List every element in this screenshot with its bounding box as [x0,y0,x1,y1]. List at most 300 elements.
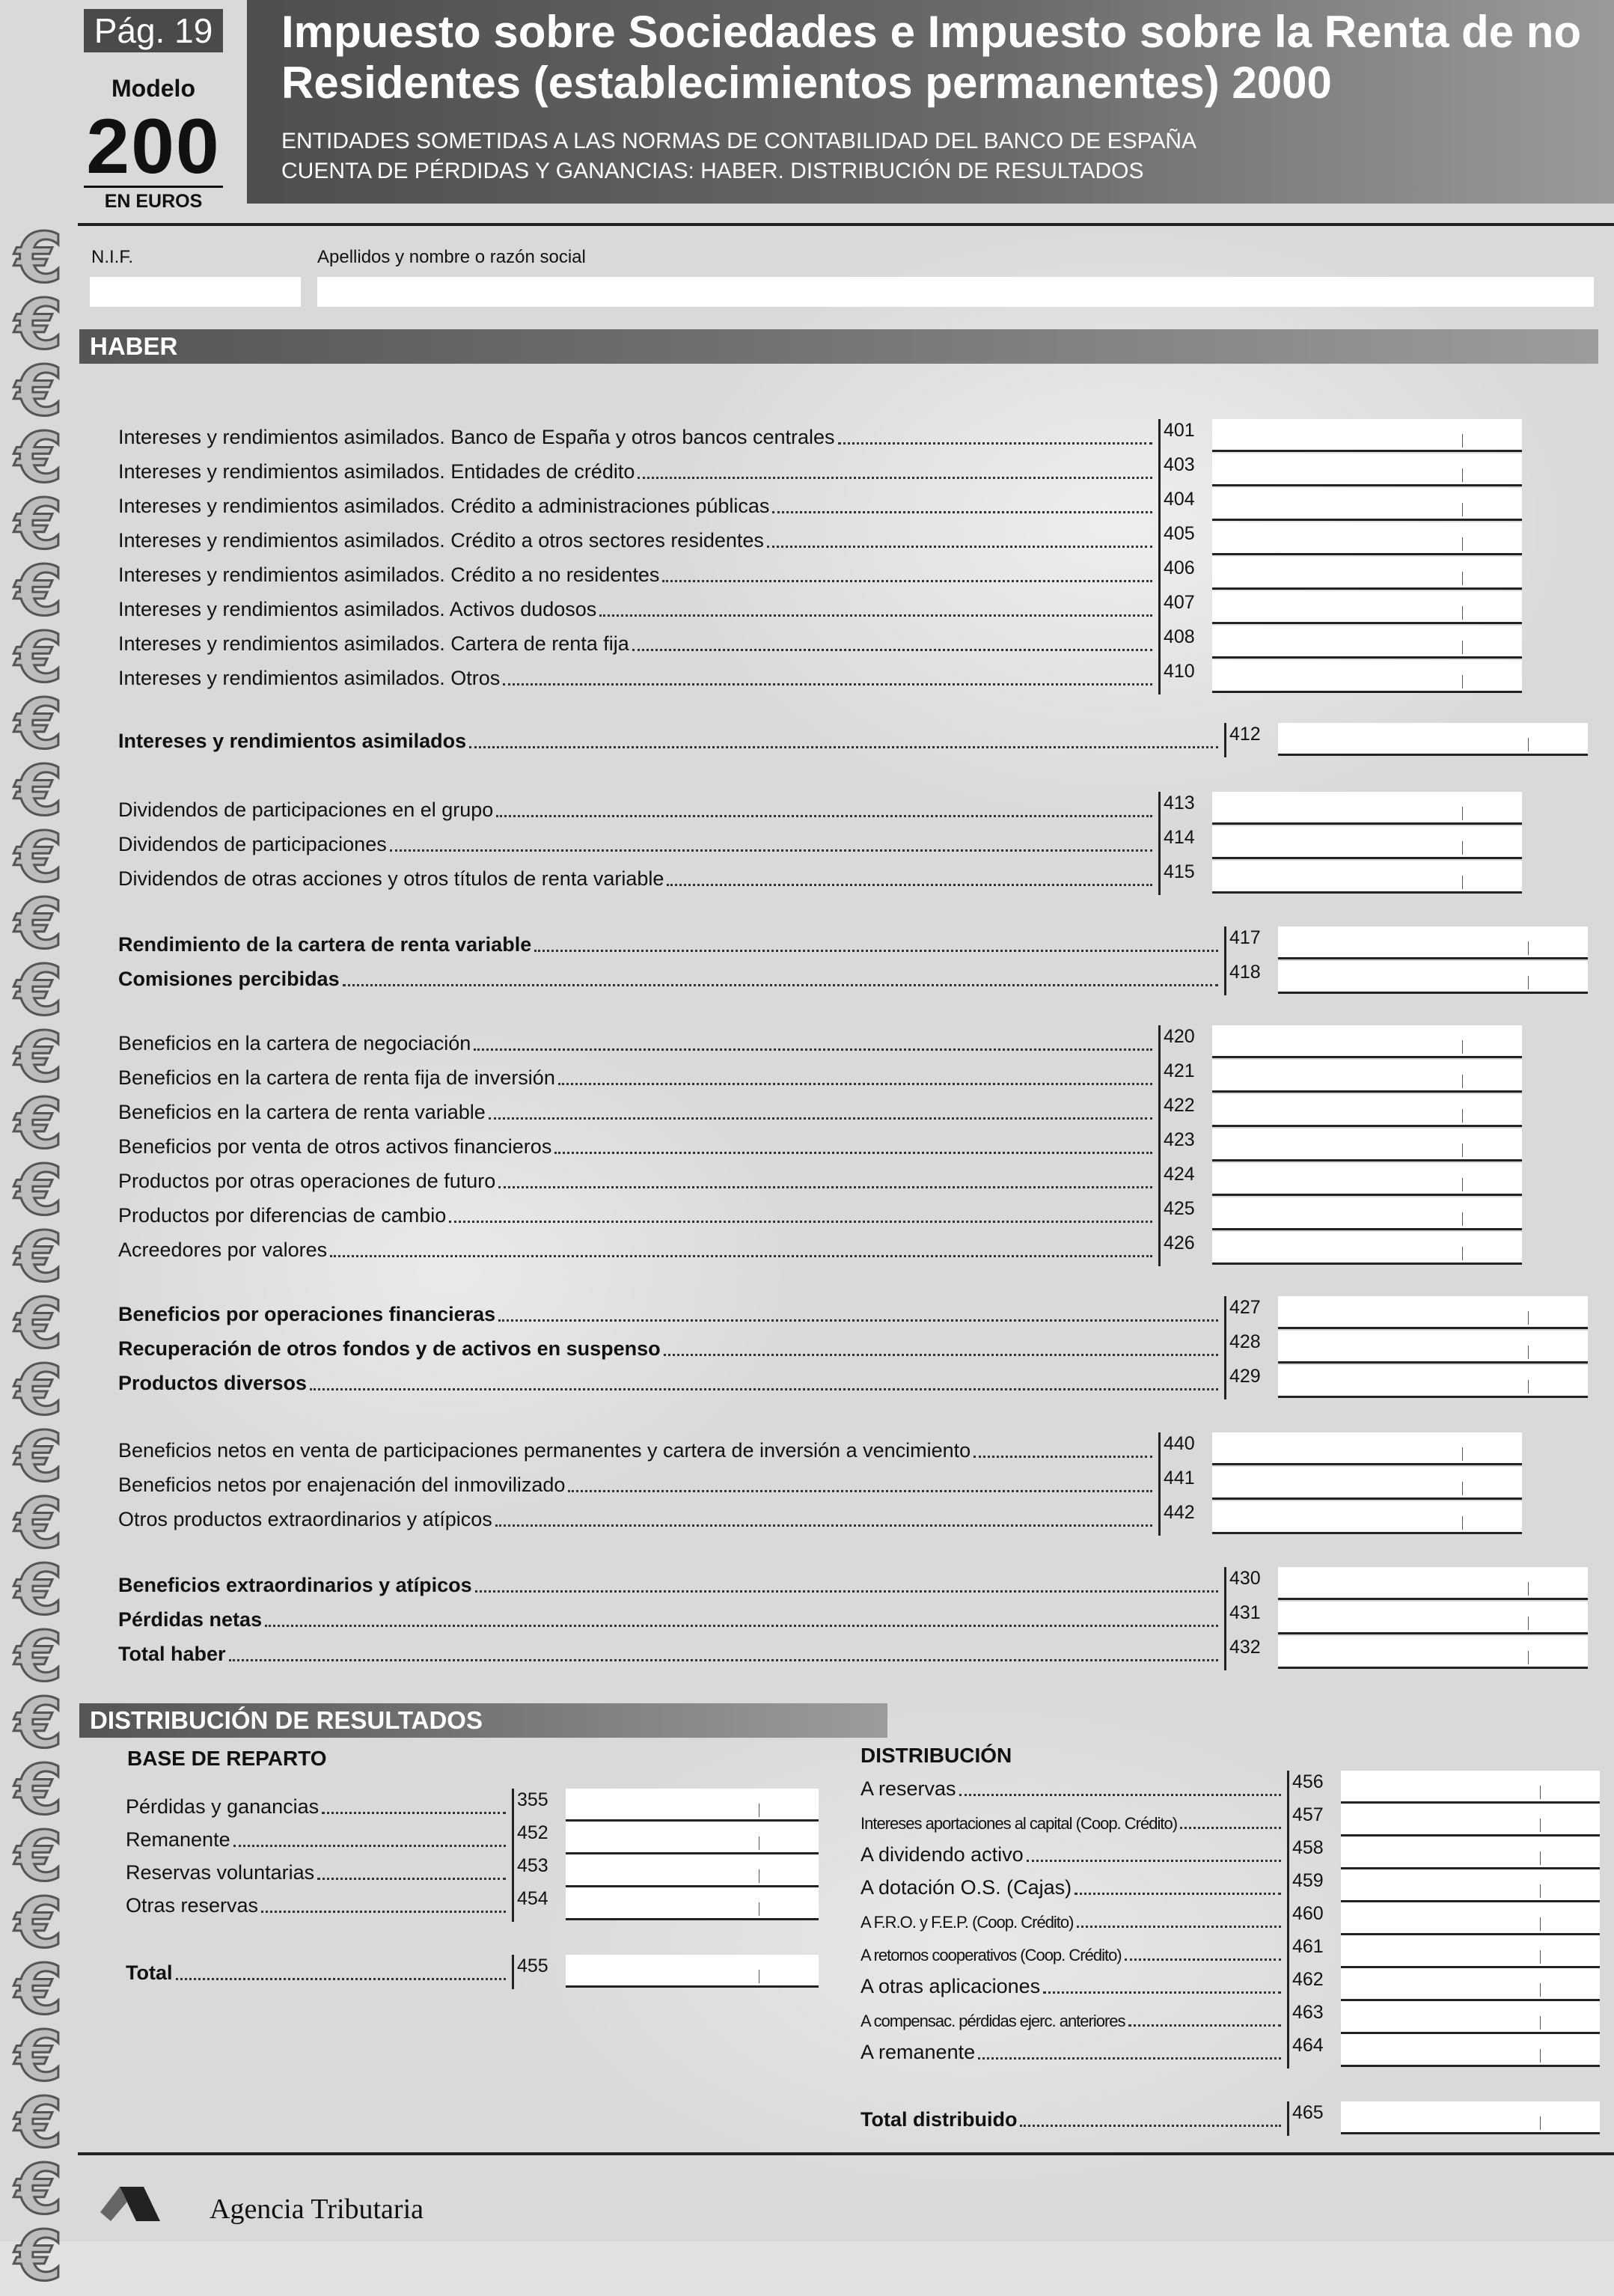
box-code: 453 [512,1854,567,1889]
leader-dots [1027,1860,1281,1862]
amount-field-410[interactable] [1212,660,1522,693]
box-code: 408 [1158,626,1214,660]
decimal-separator-mark [1540,1983,1541,1997]
leader-dots [322,1812,506,1814]
decimal-separator-mark [1540,2116,1541,2130]
row-label: Beneficios en la cartera de renta fija de inversión [118,1066,555,1089]
amount-field-406[interactable] [1212,557,1522,590]
leader-dots [498,1319,1218,1322]
footer-divider [78,2152,1614,2155]
amount-field-456[interactable] [1341,1771,1600,1804]
haber-section-bar: HABER [79,329,1598,364]
euro-icon: € [14,1017,63,1097]
amount-field-427[interactable] [1278,1296,1588,1329]
euro-icon: € [14,884,63,964]
leader-dots [498,1186,1152,1188]
row-label: Beneficios netos en venta de participaciones permanentes y cartera de inversión a vencimiento [118,1439,971,1462]
amount-field-430[interactable] [1278,1567,1588,1600]
row-label: Total distribuido [861,2108,1018,2131]
euro-icon: € [14,551,63,631]
box-code: 403 [1158,454,1214,488]
leader-dots [772,511,1152,513]
decimal-separator-mark [1462,876,1463,889]
euro-icon: € [14,1950,63,2030]
distribucion-section-bar: DISTRIBUCIÓN DE RESULTADOS [79,1703,887,1738]
row-label: A reservas [861,1777,956,1800]
form-row-432 [118,1636,1592,1670]
decimal-separator-mark [1462,1247,1463,1260]
amount-field-413[interactable] [1212,792,1522,825]
leader-dots [1077,1926,1281,1928]
form-row-418 [118,961,1592,995]
form-row-421 [118,1060,1592,1094]
euro-icon: € [14,284,63,364]
amount-field-441[interactable] [1212,1467,1522,1500]
box-code: 404 [1158,488,1214,522]
decimal-separator-mark [1462,1516,1463,1530]
form-row-462 [861,1968,1600,2003]
form-row-429 [118,1365,1592,1399]
decimal-separator-mark [1462,1482,1463,1495]
row-label: Intereses y rendimientos asimilados. Otros [118,667,501,689]
box-code: 461 [1287,1935,1342,1970]
row-label: Productos por diferencias de cambio [118,1204,447,1227]
euro-icon: € [14,684,63,764]
row-label: Beneficios por venta de otros activos financieros [118,1135,552,1158]
decimal-separator-mark [1528,941,1529,955]
euro-icon: € [14,1483,63,1563]
row-label: Pérdidas y ganancias [126,1795,320,1818]
box-code: 415 [1158,861,1214,895]
row-label: Intereses y rendimientos asimilados. Crédito a administraciones públicas [118,495,770,517]
box-code: 464 [1287,2034,1342,2068]
title-line-1: Impuesto sobre Sociedades e Impuesto sobre la Renta de no [281,7,1582,57]
leader-dots [317,1878,506,1880]
form-row-408 [118,626,1592,660]
row-label: Reservas voluntarias [126,1861,315,1884]
row-label: Acreedores por valores [118,1239,328,1261]
decimal-separator-mark [1462,606,1463,620]
box-code: 455 [512,1955,567,1989]
leader-dots [449,1221,1152,1223]
form-row-441 [118,1467,1592,1501]
subtitle-line-2: CUENTA DE PÉRDIDAS Y GANANCIAS: HABER. DISTRIBUCIÓN DE RESULTADOS [281,159,1144,183]
amount-field-454[interactable] [566,1887,819,1920]
amount-field-421[interactable] [1212,1060,1522,1093]
box-code: 463 [1287,2001,1342,2036]
decimal-separator-mark [1462,1075,1463,1088]
leader-dots [310,1388,1218,1390]
title-line-2: Residentes (establecimientos permanentes) 2000 [281,58,1332,108]
decimal-separator-mark [1462,572,1463,585]
amount-field-420[interactable] [1212,1025,1522,1058]
leader-dots [1043,1991,1281,1994]
row-label: Pérdidas netas [118,1608,263,1631]
euro-icon: € [14,1883,63,1963]
box-code: 458 [1287,1837,1342,1871]
row-label: Beneficios por operaciones financieras [118,1303,496,1325]
box-code: 465 [1287,2101,1342,2136]
amount-field-418[interactable] [1278,961,1588,994]
box-code: 425 [1158,1197,1214,1232]
leader-dots [632,649,1152,651]
euro-icon: € [14,2149,63,2229]
form-row-412 [118,723,1592,757]
form-row-453 [126,1854,822,1889]
box-code: 426 [1158,1232,1214,1266]
box-code: 423 [1158,1129,1214,1163]
form-row-454 [126,1887,822,1922]
leader-dots [390,849,1152,852]
box-code: 442 [1158,1501,1214,1536]
amount-field-432[interactable] [1278,1636,1588,1669]
box-code: 413 [1158,792,1214,826]
euro-icon: € [14,1750,63,1830]
form-row-413 [118,792,1592,826]
form-row-403 [118,454,1592,488]
leader-dots [503,683,1152,686]
euro-icon: € [14,2216,63,2296]
amount-field-422[interactable] [1212,1094,1522,1127]
box-code: 452 [512,1822,567,1856]
row-label: Total [126,1961,173,1984]
amount-field-408[interactable] [1212,626,1522,659]
leader-dots [599,614,1152,617]
box-code: 355 [512,1789,567,1823]
box-code: 421 [1158,1060,1214,1094]
box-code: 454 [512,1887,567,1922]
euro-icon: € [14,2016,63,2096]
form-row-404 [118,488,1592,522]
amount-field-442[interactable] [1212,1501,1522,1534]
amount-field-429[interactable] [1278,1365,1588,1398]
leader-dots [838,442,1152,445]
box-code: 427 [1224,1296,1280,1331]
euro-icon: € [14,351,63,431]
euro-icon: € [14,817,63,897]
euro-icon: € [14,1084,63,1164]
amount-field-404[interactable] [1212,488,1522,521]
row-label: A dotación O.S. (Cajas) [861,1876,1072,1899]
decimal-separator-mark [1540,1851,1541,1865]
decimal-separator-mark [1540,2049,1541,2063]
modelo-number: 200 [86,103,221,190]
base-reparto-heading: BASE DE REPARTO [127,1747,327,1770]
amount-field-414[interactable] [1212,826,1522,859]
form-row-442 [118,1501,1592,1536]
leader-dots [176,1978,506,1980]
euro-icon: € [14,1550,63,1630]
form-row-430 [118,1567,1592,1602]
box-code: 431 [1224,1602,1280,1636]
box-code: 422 [1158,1094,1214,1129]
decimal-separator-mark [1462,537,1463,551]
box-code: 420 [1158,1025,1214,1060]
leader-dots [534,950,1218,952]
leader-dots [568,1490,1152,1492]
amount-field-460[interactable] [1341,1902,1600,1935]
box-code: 410 [1158,660,1214,694]
amount-field-455[interactable] [566,1955,819,1988]
euro-icon: € [14,751,63,831]
form-row-464 [861,2034,1600,2068]
row-label: Recuperación de otros fondos y de activos en suspenso [118,1337,661,1360]
row-label: Comisiones percibidas [118,968,340,990]
amount-field-355[interactable] [566,1789,819,1822]
row-label: Intereses y rendimientos asimilados. Cartera de renta fija [118,632,629,655]
row-label: Otras reservas [126,1894,259,1917]
amount-field-431[interactable] [1278,1602,1588,1634]
euro-icon: € [14,1350,63,1430]
leader-dots [489,1117,1152,1120]
amount-field-403[interactable] [1212,454,1522,486]
box-code: 406 [1158,557,1214,591]
decimal-separator-mark [1528,1346,1529,1359]
box-code: 441 [1158,1467,1214,1501]
box-code: 417 [1224,926,1280,961]
euro-icon: € [14,484,63,564]
decimal-separator-mark [1528,1616,1529,1630]
subtitle-line-1: ENTIDADES SOMETIDAS A LAS NORMAS DE CONTABILIDAD DEL BANCO DE ESPAÑA [281,129,1197,153]
row-label: Total haber [118,1643,226,1665]
leader-dots [638,477,1152,479]
title-band [247,0,1614,204]
euro-icon: € [14,1217,63,1297]
decimal-separator-mark [1540,1950,1541,1964]
amount-field-461[interactable] [1341,1935,1600,1968]
amount-field-457[interactable] [1341,1804,1600,1837]
amount-field-415[interactable] [1212,861,1522,894]
box-code: 414 [1158,826,1214,861]
name-field[interactable] [317,277,1594,307]
leader-dots [1075,1893,1281,1895]
leader-dots [233,1845,506,1847]
page-number: Pág. 19 [84,9,223,52]
decimal-separator-mark [1462,434,1463,448]
decimal-separator-mark [1462,1109,1463,1123]
decimal-separator-mark [1528,738,1529,751]
euro-icon: € [14,1283,63,1364]
row-label: A compensac. pérdidas ejerc. anteriores [861,2012,1125,2030]
box-code: 430 [1224,1567,1280,1602]
row-label: Intereses y rendimientos asimilados. Crédito a otros sectores residentes [118,529,764,552]
amount-field-452[interactable] [566,1822,819,1854]
amount-field-417[interactable] [1278,926,1588,959]
row-label: Beneficios extraordinarios y atípicos [118,1574,472,1596]
form-row-456 [861,1771,1600,1805]
decimal-separator-mark [1462,1144,1463,1157]
row-label: Productos diversos [118,1372,308,1394]
name-label: Apellidos y nombre o razón social [317,247,586,267]
amount-field-453[interactable] [566,1854,819,1887]
currency-label: EN EUROS [84,186,223,215]
box-code: 405 [1158,522,1214,557]
box-code: 457 [1287,1804,1342,1838]
form-row-461 [861,1935,1600,1970]
decimal-separator-mark [1462,1178,1463,1191]
decimal-separator-mark [1540,1884,1541,1898]
leader-dots [558,1083,1152,1085]
euro-icon: € [14,1683,63,1763]
box-code: 428 [1224,1331,1280,1365]
row-label: Beneficios netos por enajenación del inmovilizado [118,1474,566,1496]
form-row-426 [118,1232,1592,1266]
row-label: Productos por otras operaciones de futuro [118,1170,496,1192]
form-row-463 [861,2001,1600,2036]
box-code: 424 [1158,1163,1214,1197]
form-row-410 [118,660,1592,694]
row-label: A remanente [861,2041,976,2063]
row-label: Otros productos extraordinarios y atípicos [118,1508,492,1530]
leader-dots [265,1625,1218,1627]
row-label: Remanente [126,1828,230,1851]
form-row-455 [126,1955,822,1989]
euro-strip [0,218,78,2296]
nif-label: N.I.F. [91,247,134,267]
leader-dots [330,1255,1152,1257]
row-label: Intereses y rendimientos asimilados [118,730,467,752]
amount-field-401[interactable] [1212,419,1522,452]
box-code: 429 [1224,1365,1280,1399]
leader-dots [662,580,1152,582]
decimal-separator-mark [1528,1582,1529,1596]
box-code: 460 [1287,1902,1342,1937]
row-label: Dividendos de participaciones en el grupo [118,799,494,821]
form-row-427 [118,1296,1592,1331]
form-row-423 [118,1129,1592,1163]
form-row-424 [118,1163,1592,1197]
row-label: Intereses y rendimientos asimilados. Banco de España y otros bancos centrales [118,426,835,448]
row-label: A dividendo activo [861,1843,1024,1866]
euro-icon: € [14,1417,63,1497]
row-label: A retornos cooperativos (Coop. Crédito) [861,1946,1122,1964]
row-label: Beneficios en la cartera de negociación [118,1032,471,1054]
euro-icon: € [14,617,63,697]
form-row-428 [118,1331,1592,1365]
form-row-405 [118,522,1592,557]
euro-icon: € [14,1150,63,1230]
form-row-460 [861,1902,1600,1937]
leader-dots [475,1590,1218,1593]
row-label: Rendimiento de la cartera de renta variable [118,933,532,956]
model-badge [84,9,223,212]
leader-dots [469,746,1218,748]
form-row-465 [861,2101,1600,2136]
amount-field-463[interactable] [1341,2001,1600,2034]
euro-icon: € [14,418,63,498]
leader-dots [343,984,1218,986]
decimal-separator-mark [1462,641,1463,654]
form-row-440 [118,1432,1592,1467]
euro-icon: € [14,1816,63,1896]
box-code: 462 [1287,1968,1342,2003]
row-label: Beneficios en la cartera de renta variable [118,1101,486,1123]
box-code: 440 [1158,1432,1214,1467]
form-row-425 [118,1197,1592,1232]
leader-dots [495,1524,1152,1527]
amount-field-459[interactable] [1341,1869,1600,1902]
leader-dots [1128,2024,1281,2027]
amount-field-462[interactable] [1341,1968,1600,2001]
leader-dots [474,1048,1152,1051]
amount-field-464[interactable] [1341,2034,1600,2067]
decimal-separator-mark [1540,2016,1541,2030]
row-label: A F.R.O. y F.E.P. (Coop. Crédito) [861,1913,1074,1932]
amount-field-405[interactable] [1212,522,1522,555]
row-label: A otras aplicaciones [861,1975,1041,1997]
euro-icon: € [14,950,63,1031]
decimal-separator-mark [1462,675,1463,689]
decimal-separator-mark [1462,1212,1463,1226]
decimal-separator-mark [1462,468,1463,482]
row-label: Dividendos de participaciones [118,833,387,855]
leader-dots [496,815,1152,817]
row-label: Intereses aportaciones al capital (Coop. Crédito) [861,1814,1178,1833]
row-label: Intereses y rendimientos asimilados. Entidades de crédito [118,460,635,483]
amount-field-465[interactable] [1341,2101,1600,2134]
amount-field-423[interactable] [1212,1129,1522,1161]
amount-field-428[interactable] [1278,1331,1588,1364]
decimal-separator-mark [1528,1651,1529,1664]
decimal-separator-mark [1528,1380,1529,1393]
leader-dots [1125,1958,1281,1961]
leader-dots [667,884,1152,886]
euro-icon: € [14,218,63,298]
amount-field-426[interactable] [1212,1232,1522,1265]
form-row-452 [126,1822,822,1856]
amount-field-424[interactable] [1212,1163,1522,1196]
leader-dots [978,2057,1281,2060]
box-code: 407 [1158,591,1214,626]
leader-dots [229,1659,1218,1661]
box-code: 456 [1287,1771,1342,1805]
amount-field-440[interactable] [1212,1432,1522,1465]
agencia-tributaria-logo [97,2179,165,2224]
amount-field-412[interactable] [1278,723,1588,756]
decimal-separator-mark [1528,976,1529,989]
leader-dots [664,1354,1218,1356]
leader-dots [261,1911,506,1913]
form-row-457 [861,1804,1600,1838]
form-row-406 [118,557,1592,591]
form-row-414 [118,826,1592,861]
amount-field-458[interactable] [1341,1837,1600,1869]
decimal-separator-mark [1540,1917,1541,1931]
distribucion-heading: DISTRIBUCIÓN [861,1744,1012,1767]
form-row-415 [118,861,1592,895]
decimal-separator-mark [1540,1786,1541,1799]
box-code: 459 [1287,1869,1342,1904]
header-divider [78,223,1614,226]
amount-field-425[interactable] [1212,1197,1522,1230]
euro-icon: € [14,2083,63,2163]
leader-dots [1020,2125,1281,2127]
decimal-separator-mark [1540,1819,1541,1832]
form-row-407 [118,591,1592,626]
decimal-separator-mark [1462,1040,1463,1054]
form-row-417 [118,926,1592,961]
agency-name: Agencia Tributaria [210,2193,424,2225]
leader-dots [767,546,1152,548]
form-row-420 [118,1025,1592,1060]
form-row-458 [861,1837,1600,1871]
nif-field[interactable] [90,277,301,307]
form-row-422 [118,1094,1592,1129]
euro-icon: € [14,1616,63,1697]
decimal-separator-mark [1462,1447,1463,1461]
amount-field-407[interactable] [1212,591,1522,624]
form-row-459 [861,1869,1600,1904]
